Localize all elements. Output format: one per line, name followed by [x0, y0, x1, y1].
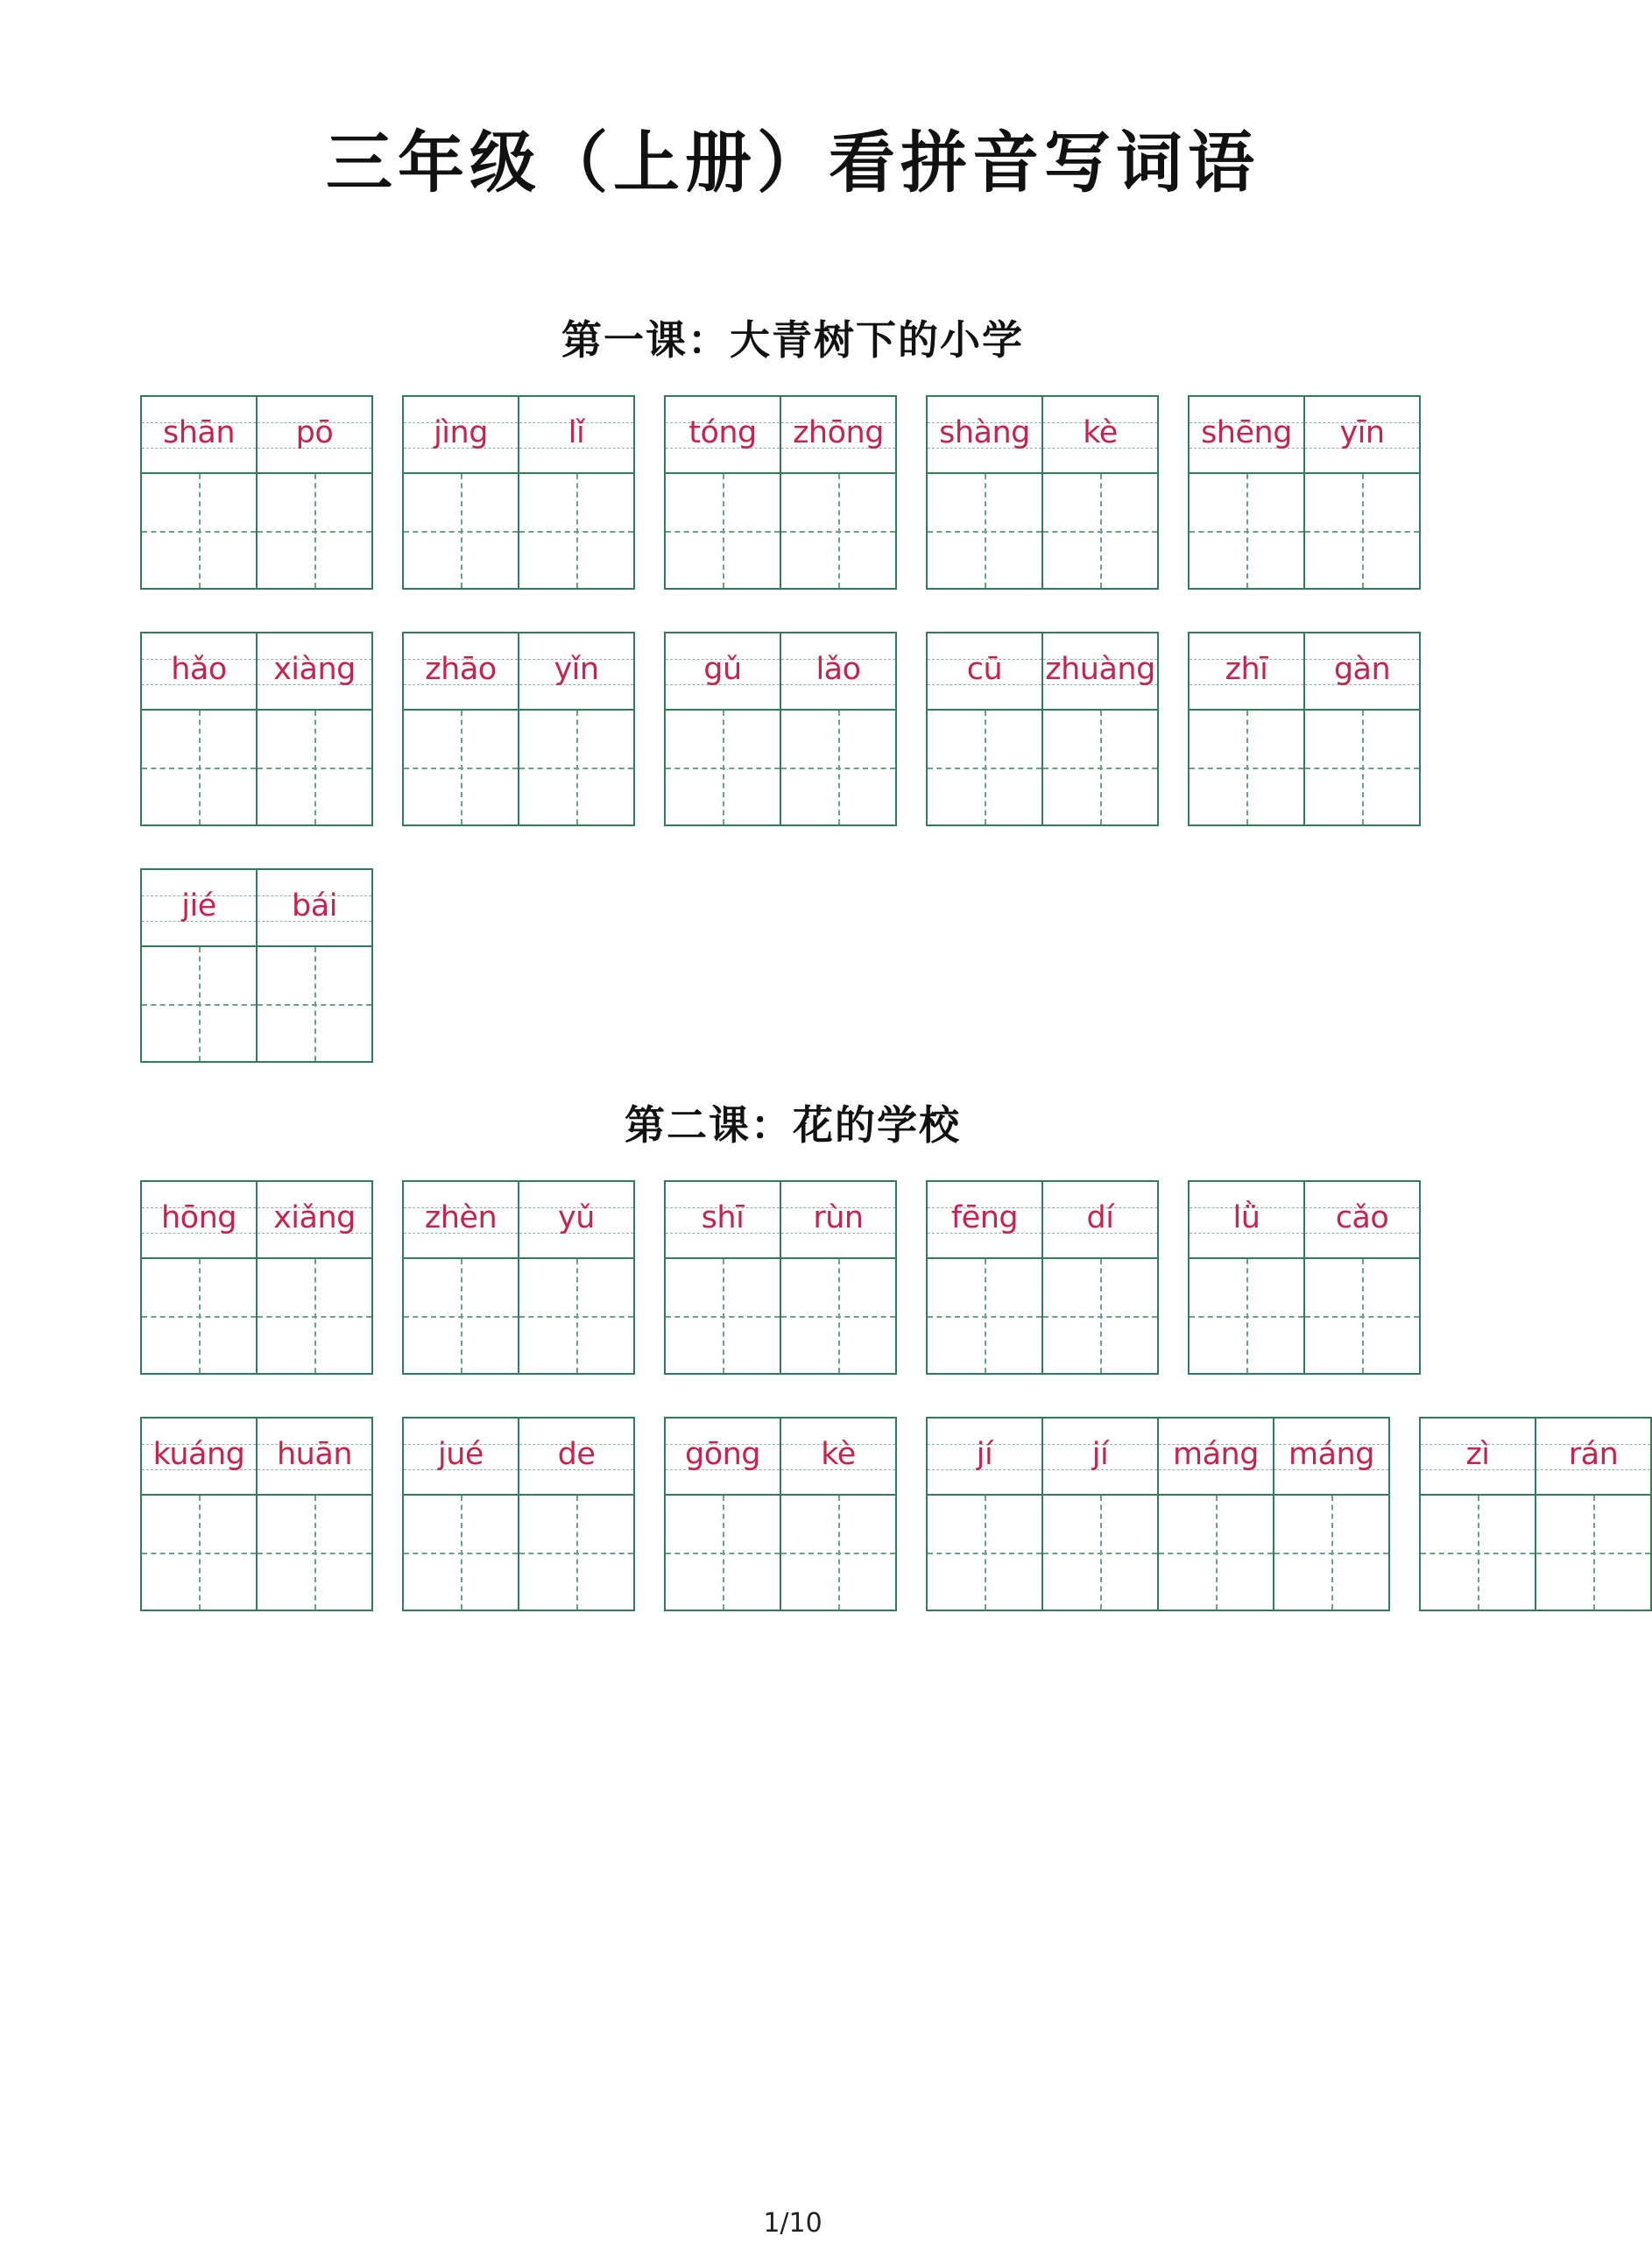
tian-grid-horizontal-guide	[258, 768, 371, 769]
pinyin-syllable: hōng	[161, 1200, 237, 1235]
pinyin-syllable: zhāo	[425, 652, 497, 687]
word-box	[402, 632, 635, 826]
tian-grid-horizontal-guide	[519, 1316, 633, 1318]
character-writing-square[interactable]	[928, 474, 1041, 588]
character-writing-square[interactable]	[404, 711, 518, 824]
pinyin-band	[928, 1182, 1041, 1259]
tian-grid-horizontal-guide	[928, 531, 1041, 533]
pinyin-band	[519, 633, 633, 711]
writing-cell[interactable]	[518, 1180, 633, 1375]
tian-grid-horizontal-guide	[781, 531, 895, 533]
pinyin-syllable: yǐn	[554, 652, 599, 687]
character-writing-square[interactable]	[781, 474, 895, 588]
tian-grid-horizontal-guide	[1190, 531, 1303, 533]
tian-grid-horizontal-guide	[781, 1553, 895, 1554]
pinyin-band	[142, 1419, 256, 1496]
pinyin-band	[1043, 1419, 1157, 1496]
pinyin-syllable: shān	[162, 415, 236, 450]
pinyin-syllable: jué	[438, 1437, 484, 1472]
character-writing-square[interactable]	[519, 711, 633, 824]
pinyin-band	[781, 1182, 895, 1259]
pinyin-band	[1274, 1419, 1388, 1496]
character-writing-square[interactable]	[781, 1496, 895, 1610]
character-writing-square[interactable]	[666, 1259, 780, 1373]
writing-cell[interactable]	[256, 1180, 371, 1375]
character-writing-square[interactable]	[258, 474, 371, 588]
pinyin-band	[1043, 633, 1157, 711]
pinyin-band	[258, 1182, 371, 1259]
character-writing-square[interactable]	[258, 1496, 371, 1610]
tian-grid-horizontal-guide	[142, 1553, 256, 1554]
writing-cell[interactable]	[926, 395, 1041, 590]
pinyin-band	[519, 397, 633, 474]
pinyin-syllable: zhī	[1225, 652, 1268, 687]
character-writing-square[interactable]	[1190, 474, 1303, 588]
pinyin-syllable: dí	[1086, 1200, 1114, 1235]
word-box	[402, 395, 635, 590]
pinyin-syllable: shàng	[939, 415, 1030, 450]
pinyin-syllable: lǎo	[815, 652, 861, 687]
pinyin-syllable: yǔ	[558, 1200, 595, 1235]
character-writing-square[interactable]	[142, 711, 256, 824]
page-number: 1/10	[763, 2208, 822, 2239]
pinyin-syllable: zhèn	[424, 1200, 498, 1235]
tian-grid-horizontal-guide	[928, 1553, 1041, 1554]
pinyin-band	[404, 633, 518, 711]
writing-cell[interactable]	[1273, 1417, 1388, 1611]
pinyin-syllable: rùn	[813, 1200, 864, 1235]
writing-cell[interactable]	[140, 868, 256, 1063]
tian-grid-horizontal-guide	[1043, 768, 1157, 769]
pinyin-band	[142, 870, 256, 947]
pinyin-syllable: fēng	[950, 1200, 1019, 1235]
pinyin-band	[666, 397, 780, 474]
character-writing-square[interactable]	[1305, 1259, 1419, 1373]
tian-grid-horizontal-guide	[1190, 1316, 1303, 1318]
writing-cell[interactable]	[664, 632, 780, 826]
writing-cell[interactable]	[518, 1417, 633, 1611]
pinyin-band	[258, 870, 371, 947]
pinyin-syllable: hǎo	[171, 652, 227, 687]
writing-cell[interactable]	[1419, 1417, 1535, 1611]
pinyin-syllable: jié	[181, 888, 216, 923]
tian-grid-horizontal-guide	[1043, 1316, 1157, 1318]
pinyin-syllable: zhōng	[793, 415, 884, 450]
tian-grid-horizontal-guide	[666, 1553, 780, 1554]
word-box	[926, 1417, 1390, 1611]
tian-grid-horizontal-guide	[519, 768, 633, 769]
character-writing-square[interactable]	[666, 1496, 780, 1610]
pinyin-syllable: xiàng	[273, 652, 356, 687]
writing-cell[interactable]	[1041, 1180, 1157, 1375]
pinyin-band	[1421, 1419, 1535, 1496]
pinyin-band	[142, 397, 256, 474]
writing-cell[interactable]	[256, 1417, 371, 1611]
pinyin-syllable: máng	[1173, 1437, 1259, 1472]
tian-grid-horizontal-guide	[666, 531, 780, 533]
pinyin-syllable: jìng	[434, 415, 488, 450]
character-writing-square[interactable]	[404, 1259, 518, 1373]
tian-grid-horizontal-guide	[1274, 1553, 1388, 1554]
writing-cell[interactable]	[926, 1180, 1041, 1375]
pinyin-syllable: gōng	[684, 1437, 761, 1472]
character-writing-square[interactable]	[781, 711, 895, 824]
writing-cell[interactable]	[140, 632, 256, 826]
character-writing-square[interactable]	[666, 711, 780, 824]
character-writing-square[interactable]	[142, 1259, 256, 1373]
pinyin-syllable: bái	[292, 888, 337, 923]
pinyin-band	[928, 397, 1041, 474]
tian-grid-horizontal-guide	[1421, 1553, 1535, 1554]
pinyin-band	[142, 633, 256, 711]
pinyin-syllable: kuáng	[152, 1437, 245, 1472]
word-box	[1188, 395, 1421, 590]
tian-grid-horizontal-guide	[258, 1004, 371, 1006]
writing-cell[interactable]	[256, 395, 371, 590]
tian-grid-horizontal-guide	[1305, 1316, 1419, 1318]
pinyin-band	[1536, 1419, 1650, 1496]
pinyin-band	[1043, 397, 1157, 474]
writing-cell[interactable]	[402, 395, 518, 590]
tian-grid-horizontal-guide	[404, 1316, 518, 1318]
pinyin-syllable: pō	[295, 415, 334, 450]
character-writing-square[interactable]	[142, 1496, 256, 1610]
writing-cell[interactable]	[402, 1417, 518, 1611]
tian-grid-horizontal-guide	[142, 531, 256, 533]
pinyin-syllable: kè	[1083, 415, 1118, 450]
tian-grid-horizontal-guide	[1305, 768, 1419, 769]
character-writing-square[interactable]	[928, 1259, 1041, 1373]
word-box	[664, 1180, 897, 1375]
pinyin-band	[666, 633, 780, 711]
word-box	[140, 1180, 373, 1375]
tian-grid-horizontal-guide	[781, 1316, 895, 1318]
pinyin-syllable: rán	[1568, 1437, 1619, 1472]
tian-grid-horizontal-guide	[258, 531, 371, 533]
writing-cell[interactable]	[518, 395, 633, 590]
tian-grid-horizontal-guide	[666, 768, 780, 769]
page-title: 三年级（上册）看拼音写词语	[326, 124, 1260, 202]
writing-cell[interactable]	[1041, 1417, 1157, 1611]
character-writing-square[interactable]	[258, 1259, 371, 1373]
character-writing-square[interactable]	[1190, 711, 1303, 824]
writing-cell[interactable]	[664, 1417, 780, 1611]
word-box	[1188, 632, 1421, 826]
pinyin-syllable: jí	[1091, 1437, 1109, 1472]
character-writing-square[interactable]	[1421, 1496, 1535, 1610]
writing-cell[interactable]	[256, 868, 371, 1063]
writing-cell[interactable]	[1188, 632, 1303, 826]
pinyin-syllable: zì	[1465, 1437, 1490, 1472]
pinyin-band	[1190, 633, 1303, 711]
pinyin-band	[258, 1419, 371, 1496]
word-box	[664, 1417, 897, 1611]
character-writing-square[interactable]	[1305, 711, 1419, 824]
pinyin-band	[258, 633, 371, 711]
writing-cell[interactable]	[926, 632, 1041, 826]
character-writing-square[interactable]	[928, 711, 1041, 824]
pinyin-band	[519, 1419, 633, 1496]
pinyin-band	[1159, 1419, 1273, 1496]
lesson-1-heading: 第一课：大青树下的小学	[561, 316, 1024, 364]
tian-grid-horizontal-guide	[928, 768, 1041, 769]
pinyin-band	[781, 1419, 895, 1496]
tian-grid-horizontal-guide	[142, 768, 256, 769]
character-writing-square[interactable]	[258, 947, 371, 1061]
character-writing-square[interactable]	[1159, 1496, 1273, 1610]
writing-cell[interactable]	[1535, 1417, 1650, 1611]
tian-grid-horizontal-guide	[666, 1316, 780, 1318]
character-writing-square[interactable]	[1043, 1496, 1157, 1610]
word-box	[664, 395, 897, 590]
character-writing-square[interactable]	[1043, 711, 1157, 824]
tian-grid-horizontal-guide	[404, 768, 518, 769]
pinyin-band	[1305, 633, 1419, 711]
pinyin-syllable: kè	[821, 1437, 856, 1472]
pinyin-band	[1190, 397, 1303, 474]
tian-grid-horizontal-guide	[404, 1553, 518, 1554]
pinyin-band	[666, 1182, 780, 1259]
pinyin-band	[258, 397, 371, 474]
pinyin-syllable: máng	[1288, 1437, 1374, 1472]
tian-grid-horizontal-guide	[404, 531, 518, 533]
tian-grid-horizontal-guide	[258, 1553, 371, 1554]
pinyin-syllable: shī	[701, 1200, 745, 1235]
pinyin-syllable: lǜ	[1232, 1200, 1260, 1235]
tian-grid-horizontal-guide	[519, 1553, 633, 1554]
writing-cell[interactable]	[664, 395, 780, 590]
word-box	[402, 1417, 635, 1611]
writing-cell[interactable]	[1188, 1180, 1303, 1375]
pinyin-band	[1305, 397, 1419, 474]
character-writing-square[interactable]	[519, 474, 633, 588]
pinyin-band	[1190, 1182, 1303, 1259]
pinyin-syllable: xiǎng	[273, 1200, 356, 1235]
tian-grid-horizontal-guide	[142, 1004, 256, 1006]
pinyin-band	[1043, 1182, 1157, 1259]
tian-grid-horizontal-guide	[142, 1316, 256, 1318]
character-writing-square[interactable]	[142, 947, 256, 1061]
character-writing-square[interactable]	[1536, 1496, 1650, 1610]
pinyin-syllable: de	[557, 1437, 596, 1472]
word-box	[926, 1180, 1159, 1375]
character-writing-square[interactable]	[1043, 474, 1157, 588]
tian-grid-horizontal-guide	[1536, 1553, 1650, 1554]
tian-grid-horizontal-guide	[1043, 531, 1157, 533]
tian-grid-horizontal-guide	[258, 1316, 371, 1318]
character-writing-square[interactable]	[1305, 474, 1419, 588]
word-box	[402, 1180, 635, 1375]
tian-grid-horizontal-guide	[781, 768, 895, 769]
character-writing-square[interactable]	[1043, 1259, 1157, 1373]
pinyin-band	[928, 633, 1041, 711]
writing-cell[interactable]	[1157, 1417, 1273, 1611]
writing-cell[interactable]	[140, 1417, 256, 1611]
character-writing-square[interactable]	[519, 1259, 633, 1373]
writing-cell[interactable]	[780, 1417, 895, 1611]
pinyin-syllable: tóng	[688, 415, 757, 450]
writing-cell[interactable]	[518, 632, 633, 826]
writing-cell[interactable]	[926, 1417, 1041, 1611]
pinyin-syllable: gàn	[1333, 652, 1391, 687]
word-box	[140, 632, 373, 826]
pinyin-band	[928, 1419, 1041, 1496]
writing-cell[interactable]	[1041, 395, 1157, 590]
pinyin-band	[666, 1419, 780, 1496]
pinyin-syllable: gǔ	[703, 652, 742, 687]
pinyin-syllable: huān	[277, 1437, 352, 1472]
pinyin-band	[142, 1182, 256, 1259]
character-writing-square[interactable]	[781, 1259, 895, 1373]
character-writing-square[interactable]	[1274, 1496, 1388, 1610]
writing-cell[interactable]	[1303, 395, 1419, 590]
pinyin-syllable: zhuàng	[1045, 652, 1155, 687]
character-writing-square[interactable]	[258, 711, 371, 824]
pinyin-band	[404, 1182, 518, 1259]
word-box	[140, 868, 373, 1063]
word-box	[140, 1417, 373, 1611]
writing-cell[interactable]	[1041, 632, 1157, 826]
tian-grid-horizontal-guide	[1190, 768, 1303, 769]
pinyin-band	[519, 1182, 633, 1259]
writing-cell[interactable]	[140, 395, 256, 590]
pinyin-band	[404, 1419, 518, 1496]
character-writing-square[interactable]	[928, 1496, 1041, 1610]
writing-cell[interactable]	[1188, 395, 1303, 590]
word-box	[1419, 1417, 1652, 1611]
word-box	[664, 632, 897, 826]
writing-cell[interactable]	[780, 395, 895, 590]
tian-grid-horizontal-guide	[1043, 1553, 1157, 1554]
pinyin-syllable: jí	[976, 1437, 993, 1472]
pinyin-syllable: cū	[966, 652, 1003, 687]
pinyin-band	[404, 397, 518, 474]
writing-cell[interactable]	[402, 632, 518, 826]
writing-cell[interactable]	[140, 1180, 256, 1375]
pinyin-band	[781, 397, 895, 474]
word-box	[926, 632, 1159, 826]
word-box	[926, 395, 1159, 590]
lesson-2-heading: 第二课：花的学校	[625, 1101, 961, 1149]
writing-cell[interactable]	[780, 1180, 895, 1375]
tian-grid-horizontal-guide	[1305, 531, 1419, 533]
character-writing-square[interactable]	[519, 1496, 633, 1610]
tian-grid-horizontal-guide	[519, 531, 633, 533]
writing-cell[interactable]	[664, 1180, 780, 1375]
tian-grid-horizontal-guide	[1159, 1553, 1273, 1554]
pinyin-band	[1305, 1182, 1419, 1259]
writing-cell[interactable]	[1303, 1180, 1419, 1375]
character-writing-square[interactable]	[404, 474, 518, 588]
tian-grid-horizontal-guide	[928, 1316, 1041, 1318]
character-writing-square[interactable]	[666, 474, 780, 588]
writing-cell[interactable]	[780, 632, 895, 826]
character-writing-square[interactable]	[142, 474, 256, 588]
character-writing-square[interactable]	[1190, 1259, 1303, 1373]
writing-cell[interactable]	[402, 1180, 518, 1375]
character-writing-square[interactable]	[404, 1496, 518, 1610]
pinyin-syllable: cǎo	[1335, 1200, 1389, 1235]
word-box	[140, 395, 373, 590]
pinyin-band	[781, 633, 895, 711]
pinyin-syllable: yīn	[1339, 415, 1385, 450]
pinyin-syllable: shēng	[1201, 415, 1292, 450]
pinyin-syllable: lǐ	[568, 415, 585, 450]
writing-cell[interactable]	[256, 632, 371, 826]
word-box	[1188, 1180, 1421, 1375]
writing-cell[interactable]	[1303, 632, 1419, 826]
